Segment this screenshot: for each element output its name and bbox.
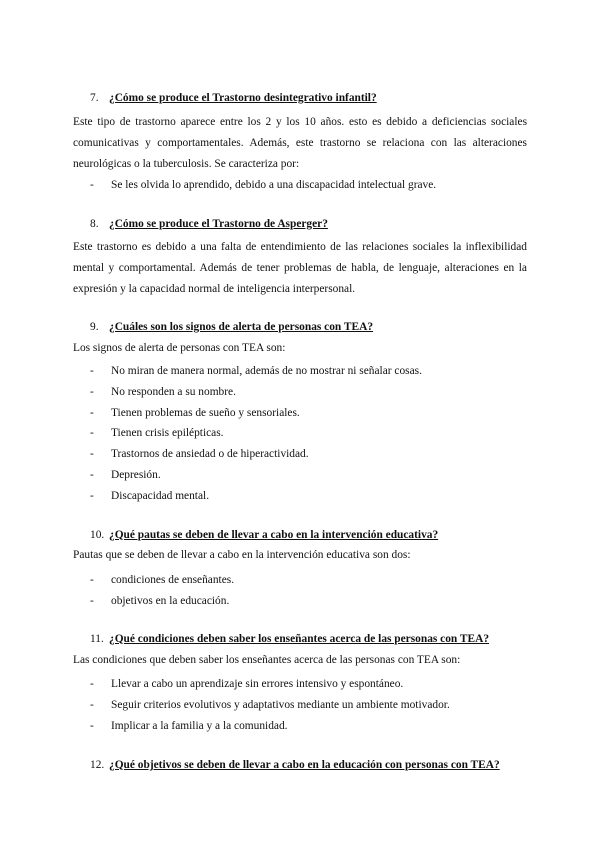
list-dash: - — [90, 678, 94, 690]
list-dash: - — [90, 594, 94, 607]
question-number: 7. — [90, 92, 99, 104]
list-item — [90, 486, 422, 507]
list-dash: - — [90, 468, 94, 481]
list-item-text: Trastornos de ansiedad o de hiperactividad. — [111, 448, 309, 461]
question-9-heading — [90, 321, 560, 333]
list-item-text: No responden a su nombre. — [111, 385, 236, 398]
section-10-list — [90, 570, 234, 612]
list-item — [90, 423, 422, 444]
question-number: 8. — [90, 218, 99, 230]
list-item — [90, 403, 422, 424]
list-item — [90, 716, 450, 737]
question-number: 12. — [90, 759, 105, 771]
list-item — [90, 361, 422, 382]
list-item — [90, 695, 450, 716]
list-item-text: Seguir criterios evolutivos y adaptativos mediante un ambiente motivador. — [111, 698, 450, 711]
list-item-text: Tienen crisis epilépticas. — [111, 427, 224, 440]
list-item — [90, 444, 422, 465]
list-item-text: Llevar a cabo un aprendizaje sin errores intensivo y espontáneo. — [111, 678, 404, 690]
question-text: ¿Cómo se produce el Trastorno desintegrativo infantil? — [109, 92, 377, 104]
section-8-paragraph: Este trastorno es debido a una falta de entendimiento de las relaciones sociales la inflexibilidad mental y comportamental. Además de tener problemas de habla, de lenguaje, alteraciones en la expresión y la capacidad normal de inteligencia interpersonal. — [73, 241, 527, 295]
section-10-intro: Pautas que se deben de llevar a cabo en la intervención educativa son dos: — [73, 549, 411, 561]
list-item-text: objetivos en la educación. — [111, 594, 230, 607]
list-item-text: Implicar a la familia y a la comunidad. — [111, 719, 288, 732]
question-text: ¿Qué condiciones deben saber los enseñantes acerca de las personas con TEA? — [109, 633, 490, 645]
section-7-list — [90, 175, 436, 196]
section-7-paragraph: Este tipo de trastorno aparece entre los 2 y los 10 años. esto es debido a deficiencias sociales comunicativas y comportamentales. Además, este trastorno se relaciona con las alteraciones neurológicas o la tuberculosis. Se caracteriza por: — [73, 116, 527, 170]
list-item-text: condiciones de enseñantes. — [111, 574, 235, 586]
question-text: ¿Cuáles son los signos de alerta de personas con TEA? — [109, 321, 374, 333]
list-item-text: Depresión. — [111, 468, 161, 481]
list-item-text: Discapacidad mental. — [111, 489, 210, 502]
question-7-heading — [90, 92, 560, 104]
question-number: 9. — [90, 321, 99, 333]
section-9-list — [90, 361, 422, 507]
list-dash: - — [90, 406, 94, 419]
list-dash: - — [90, 365, 94, 377]
list-item-text: Tienen problemas de sueño y sensoriales. — [111, 406, 300, 419]
list-item — [90, 382, 422, 403]
list-item-text: Se les olvida lo aprendido, debido a una discapacidad intelectual grave. — [111, 179, 437, 191]
section-11-list — [90, 674, 450, 736]
list-item — [90, 465, 422, 486]
list-dash: - — [90, 448, 94, 461]
list-item-text: No miran de manera normal, además de no mostrar ni señalar cosas. — [111, 365, 422, 377]
list-dash: - — [90, 427, 94, 440]
question-text: ¿Qué objetivos se deben de llevar a cabo en la educación con personas con TEA? — [109, 759, 500, 771]
list-item — [90, 570, 234, 591]
section-11-intro: Las condiciones que deben saber los enseñantes acerca de las personas con TEA son: — [73, 654, 461, 666]
question-8-heading — [90, 218, 560, 230]
question-number: 10. — [90, 529, 105, 541]
question-text: ¿Cómo se produce el Trastorno de Asperger? — [109, 218, 328, 230]
list-dash: - — [90, 719, 94, 732]
question-text: ¿Qué pautas se deben de llevar a cabo en la intervención educativa? — [109, 529, 439, 541]
list-item — [90, 591, 234, 612]
list-item — [90, 674, 450, 695]
question-number: 11. — [90, 633, 104, 645]
question-12-heading — [90, 759, 560, 771]
list-dash: - — [90, 574, 94, 586]
list-dash: - — [90, 698, 94, 711]
question-10-heading — [90, 529, 560, 541]
question-11-heading — [90, 633, 560, 645]
list-dash: - — [90, 179, 94, 191]
section-9-intro: Los signos de alerta de personas con TEA son: — [73, 342, 286, 354]
list-item — [90, 175, 436, 196]
list-dash: - — [90, 385, 94, 398]
list-dash: - — [90, 489, 94, 502]
